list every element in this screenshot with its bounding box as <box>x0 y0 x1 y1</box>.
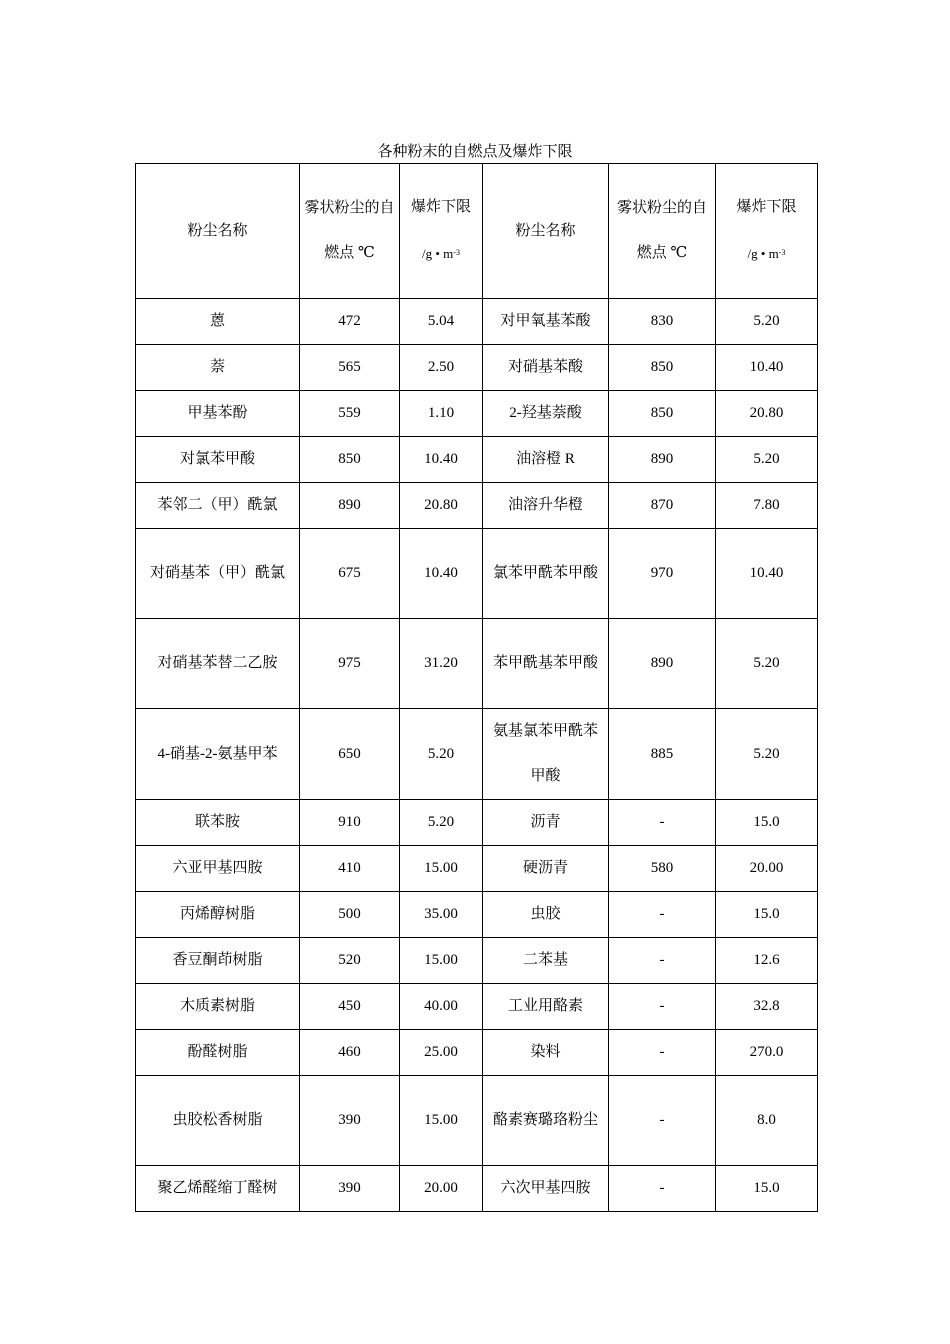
explosion-limit-left: 20.00 <box>400 1166 483 1212</box>
ignition-point-right: 970 <box>609 529 716 619</box>
explosion-limit-right: 20.80 <box>716 391 818 437</box>
table-row <box>136 299 818 345</box>
explosion-limit-right: 10.40 <box>716 529 818 619</box>
ignition-point-left: 565 <box>300 345 400 391</box>
dust-name-right: 酪素赛璐珞粉尘 <box>483 1076 609 1166</box>
ignition-point-right: 850 <box>609 345 716 391</box>
header-limit-right <box>716 164 818 299</box>
header-limit-right-label: 爆炸下限 <box>736 199 797 215</box>
header-limit-left-unit <box>422 246 460 261</box>
ignition-point-left: 975 <box>300 619 400 709</box>
table-row <box>136 984 818 1030</box>
table-row <box>136 483 818 529</box>
ignition-point-left: 559 <box>300 391 400 437</box>
unit-text: /g • m <box>422 246 454 261</box>
explosion-limit-right: 20.00 <box>716 846 818 892</box>
table-row <box>136 1030 818 1076</box>
header-limit-right-unit <box>748 246 786 261</box>
explosion-limit-left: 5.04 <box>400 299 483 345</box>
ignition-point-left: 460 <box>300 1030 400 1076</box>
table-row <box>136 619 818 709</box>
unit-exponent: -3 <box>453 248 460 257</box>
ignition-point-right: 890 <box>609 619 716 709</box>
ignition-point-right: - <box>609 1166 716 1212</box>
table-row <box>136 1076 818 1166</box>
table-row <box>136 437 818 483</box>
ignition-point-left: 675 <box>300 529 400 619</box>
dust-name-left: 对硝基苯替二乙胺 <box>136 619 300 709</box>
explosion-limit-left: 10.40 <box>400 529 483 619</box>
ignition-point-right: 850 <box>609 391 716 437</box>
dust-name-left: 萘 <box>136 345 300 391</box>
dust-name-left: 苯邻二（甲）酰氯 <box>136 483 300 529</box>
dust-table-body <box>136 164 818 1212</box>
dust-name-left: 丙烯醇树脂 <box>136 892 300 938</box>
explosion-limit-right: 7.80 <box>716 483 818 529</box>
ignition-point-left: 472 <box>300 299 400 345</box>
dust-name-left: 对硝基苯（甲）酰氯 <box>136 529 300 619</box>
header-limit-left <box>400 164 483 299</box>
explosion-limit-left: 31.20 <box>400 619 483 709</box>
ignition-point-right: 885 <box>609 709 716 800</box>
explosion-limit-left: 5.20 <box>400 709 483 800</box>
dust-name-right: 2-羟基萘酸 <box>483 391 609 437</box>
table-row <box>136 1166 818 1212</box>
ignition-point-right: - <box>609 800 716 846</box>
explosion-limit-left: 25.00 <box>400 1030 483 1076</box>
ignition-point-right: 580 <box>609 846 716 892</box>
explosion-limit-left: 40.00 <box>400 984 483 1030</box>
ignition-point-right: - <box>609 1076 716 1166</box>
explosion-limit-left: 1.10 <box>400 391 483 437</box>
header-row <box>136 164 818 299</box>
table-row <box>136 846 818 892</box>
table-row <box>136 529 818 619</box>
explosion-limit-right: 10.40 <box>716 345 818 391</box>
dust-name-right: 二苯基 <box>483 938 609 984</box>
explosion-limit-right: 8.0 <box>716 1076 818 1166</box>
ignition-point-left: 650 <box>300 709 400 800</box>
dust-name-right: 染料 <box>483 1030 609 1076</box>
header-limit-left-label: 爆炸下限 <box>410 199 471 215</box>
header-dust-name-right: 粉尘名称 <box>483 164 609 299</box>
table-row <box>136 709 818 800</box>
dust-name-left: 酚醛树脂 <box>136 1030 300 1076</box>
dust-name-right: 苯甲酰基苯甲酸 <box>483 619 609 709</box>
explosion-limit-right: 270.0 <box>716 1030 818 1076</box>
ignition-point-left: 520 <box>300 938 400 984</box>
ignition-point-right: - <box>609 1030 716 1076</box>
table-title: 各种粉末的自燃点及爆炸下限 <box>377 144 573 160</box>
ignition-point-right: 870 <box>609 483 716 529</box>
explosion-limit-left: 15.00 <box>400 1076 483 1166</box>
dust-name-right: 工业用酪素 <box>483 984 609 1030</box>
explosion-limit-right: 32.8 <box>716 984 818 1030</box>
dust-name-left: 木质素树脂 <box>136 984 300 1030</box>
table-row <box>136 938 818 984</box>
explosion-limit-right: 5.20 <box>716 619 818 709</box>
ignition-point-right: 830 <box>609 299 716 345</box>
ignition-point-left: 890 <box>300 483 400 529</box>
explosion-limit-left: 20.80 <box>400 483 483 529</box>
dust-name-left: 六亚甲基四胺 <box>136 846 300 892</box>
table-row <box>136 892 818 938</box>
dust-name-right: 六次甲基四胺 <box>483 1166 609 1212</box>
header-dust-name-left: 粉尘名称 <box>136 164 300 299</box>
dust-name-left: 香豆酮茚树脂 <box>136 938 300 984</box>
dust-name-left: 虫胶松香树脂 <box>136 1076 300 1166</box>
header-ignition-right: 雾状粉尘的自燃点 ℃ <box>609 164 716 299</box>
dust-name-right: 氯苯甲酰苯甲酸 <box>483 529 609 619</box>
ignition-point-right: - <box>609 984 716 1030</box>
explosion-limit-right: 15.0 <box>716 800 818 846</box>
dust-name-right: 对硝基苯酸 <box>483 345 609 391</box>
explosion-limit-right: 5.20 <box>716 709 818 800</box>
explosion-limit-left: 5.20 <box>400 800 483 846</box>
ignition-point-right: - <box>609 938 716 984</box>
dust-name-right: 对甲氧基苯酸 <box>483 299 609 345</box>
explosion-limit-left: 15.00 <box>400 938 483 984</box>
dust-name-right: 油溶升华橙 <box>483 483 609 529</box>
explosion-limit-right: 12.6 <box>716 938 818 984</box>
ignition-point-left: 500 <box>300 892 400 938</box>
dust-name-right: 硬沥青 <box>483 846 609 892</box>
explosion-limit-left: 35.00 <box>400 892 483 938</box>
explosion-limit-left: 2.50 <box>400 345 483 391</box>
ignition-point-left: 450 <box>300 984 400 1030</box>
explosion-limit-right: 15.0 <box>716 1166 818 1212</box>
unit-exponent: -3 <box>778 248 786 257</box>
ignition-point-right: - <box>609 892 716 938</box>
ignition-point-left: 850 <box>300 437 400 483</box>
ignition-point-left: 390 <box>300 1076 400 1166</box>
table-row <box>136 345 818 391</box>
dust-name-right: 虫胶 <box>483 892 609 938</box>
explosion-limit-left: 15.00 <box>400 846 483 892</box>
dust-name-left: 聚乙烯醛缩丁醛树 <box>136 1166 300 1212</box>
dust-name-left: 联苯胺 <box>136 800 300 846</box>
explosion-limit-left: 10.40 <box>400 437 483 483</box>
dust-table <box>135 163 818 1212</box>
header-ignition-left: 雾状粉尘的自燃点 ℃ <box>300 164 400 299</box>
dust-name-left: 4-硝基-2-氨基甲苯 <box>136 709 300 800</box>
dust-name-right: 氨基氯苯甲酰苯甲酸 <box>483 709 609 800</box>
ignition-point-right: 890 <box>609 437 716 483</box>
dust-name-right: 油溶橙 R <box>483 437 609 483</box>
explosion-limit-right: 5.20 <box>716 437 818 483</box>
dust-name-left: 甲基苯酚 <box>136 391 300 437</box>
explosion-limit-right: 5.20 <box>716 299 818 345</box>
ignition-point-left: 390 <box>300 1166 400 1212</box>
dust-name-right: 沥青 <box>483 800 609 846</box>
unit-text: /g • m <box>747 246 779 261</box>
ignition-point-left: 410 <box>300 846 400 892</box>
table-row <box>136 800 818 846</box>
ignition-point-left: 910 <box>300 800 400 846</box>
dust-name-left: 蒽 <box>136 299 300 345</box>
table-row <box>136 391 818 437</box>
explosion-limit-right: 15.0 <box>716 892 818 938</box>
dust-name-left: 对氯苯甲酸 <box>136 437 300 483</box>
